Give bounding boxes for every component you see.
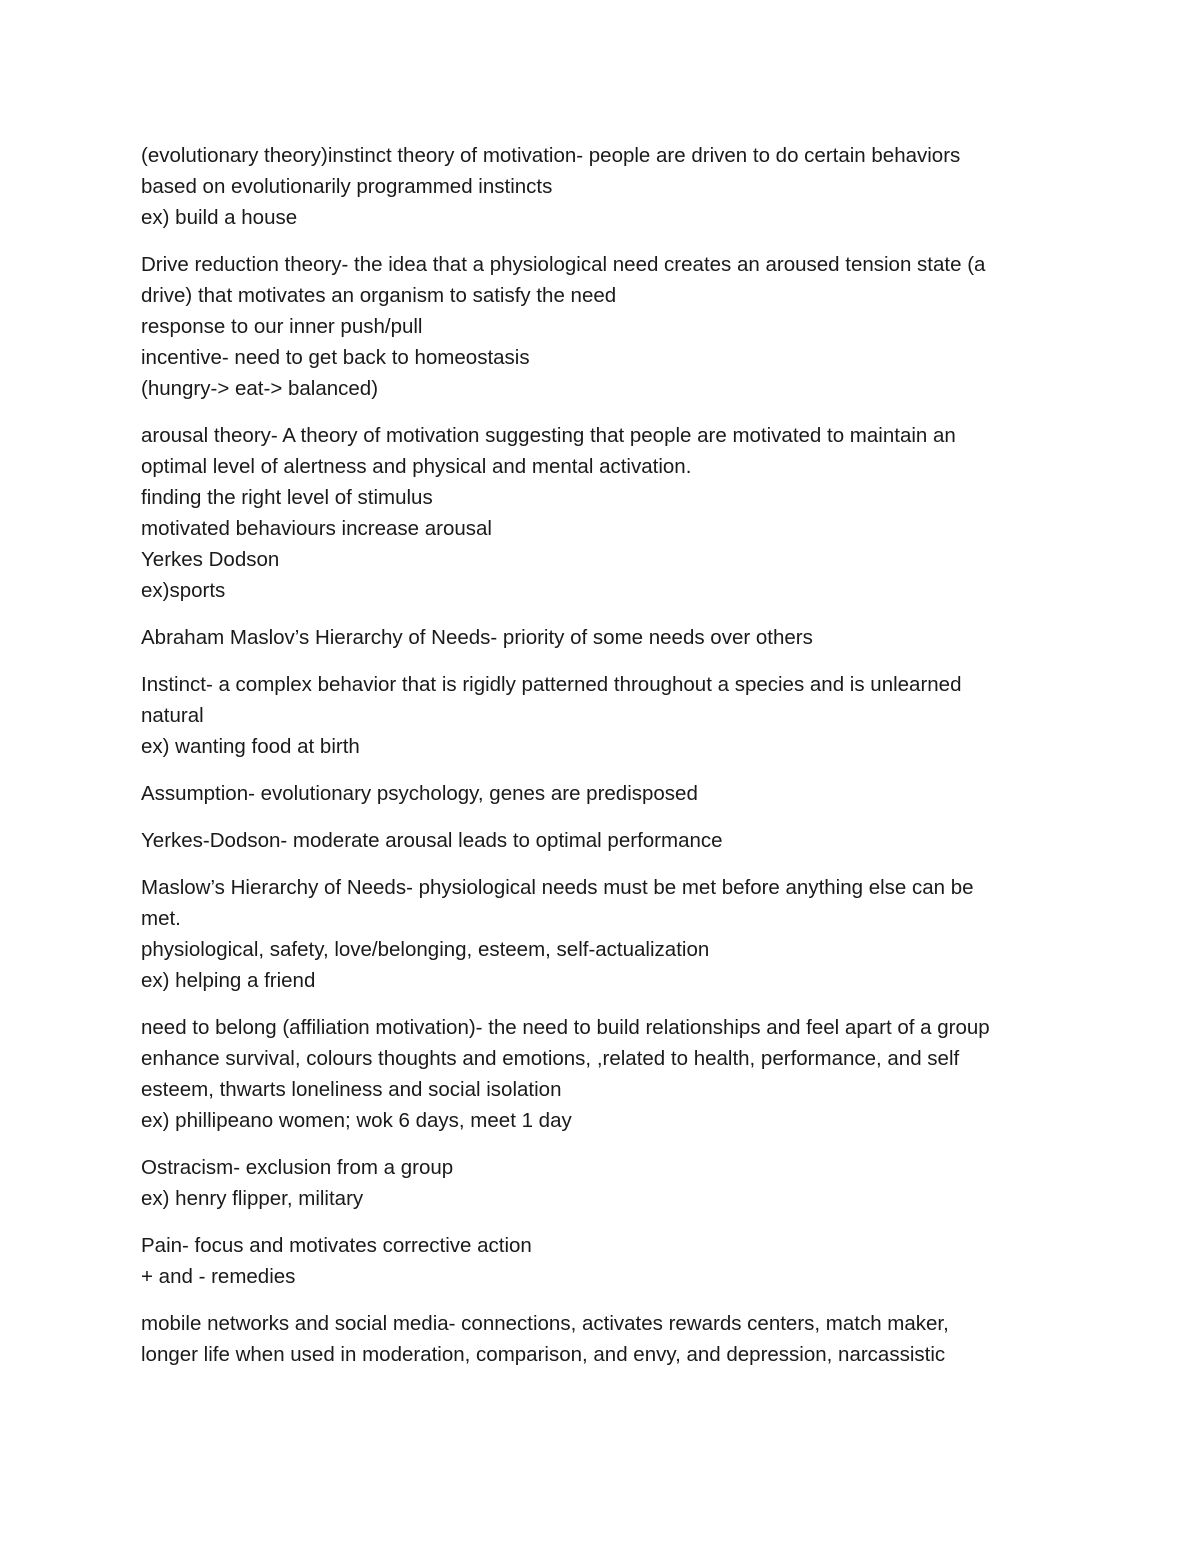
text-line: need to belong (affiliation motivation)- the need to build relationships and feel apart of a group xyxy=(141,1016,990,1039)
text-line: met. xyxy=(141,907,181,930)
text-line: incentive- need to get back to homeostasis xyxy=(141,346,530,369)
text-line: physiological, safety, love/belonging, esteem, self-actualization xyxy=(141,938,710,961)
paragraph-pain xyxy=(141,1230,1071,1292)
paragraph-ostracism xyxy=(141,1152,1071,1214)
text-line: arousal theory- A theory of motivation suggesting that people are motivated to maintain an xyxy=(141,424,956,447)
text-line: enhance survival, colours thoughts and emotions, ,related to health, performance, and self xyxy=(141,1047,960,1070)
paragraph-yerkes-dodson xyxy=(141,825,1071,856)
text-line: ex) build a house xyxy=(141,206,298,229)
text-line: Pain- focus and motivates corrective action xyxy=(141,1234,532,1257)
paragraph-need-to-belong xyxy=(141,1012,1071,1136)
document-body xyxy=(141,140,1071,1386)
text-line: mobile networks and social media- connections, activates rewards centers, match maker, xyxy=(141,1312,949,1335)
text-line: optimal level of alertness and physical and mental activation. xyxy=(141,455,692,478)
text-line: Maslow’s Hierarchy of Needs- physiological needs must be met before anything else can be xyxy=(141,876,974,899)
text-line: ex) henry flipper, military xyxy=(141,1187,364,1210)
text-line: ex) helping a friend xyxy=(141,969,316,992)
text-line: Instinct- a complex behavior that is rigidly patterned throughout a species and is unlearned xyxy=(141,673,962,696)
paragraph-assumption xyxy=(141,778,1071,809)
text-line: Abraham Maslov’s Hierarchy of Needs- priority of some needs over others xyxy=(141,626,813,649)
paragraph-maslow-needs xyxy=(141,872,1071,996)
text-line: (hungry-> eat-> balanced) xyxy=(141,377,379,400)
text-line: finding the right level of stimulus xyxy=(141,486,433,509)
text-line: based on evolutionarily programmed instincts xyxy=(141,175,553,198)
text-line: + and - remedies xyxy=(141,1265,296,1288)
paragraph-drive-reduction xyxy=(141,249,1071,404)
paragraph-instinct xyxy=(141,669,1071,762)
paragraph-instinct-theory xyxy=(141,140,1071,233)
text-line: motivated behaviours increase arousal xyxy=(141,517,492,540)
paragraph-arousal-theory xyxy=(141,420,1071,606)
text-line: longer life when used in moderation, comparison, and envy, and depression, narcassistic xyxy=(141,1343,946,1366)
text-line: Ostracism- exclusion from a group xyxy=(141,1156,454,1179)
text-line: Drive reduction theory- the idea that a physiological need creates an aroused tension state (a xyxy=(141,253,986,276)
text-line: response to our inner push/pull xyxy=(141,315,423,338)
text-line: Yerkes Dodson xyxy=(141,548,280,571)
text-line: ex) wanting food at birth xyxy=(141,735,360,758)
paragraph-social-media xyxy=(141,1308,1071,1370)
text-line: Yerkes-Dodson- moderate arousal leads to optimal performance xyxy=(141,829,723,852)
text-line: natural xyxy=(141,704,204,727)
text-line: Assumption- evolutionary psychology, genes are predisposed xyxy=(141,782,698,805)
text-line: ex)sports xyxy=(141,579,226,602)
text-line: ex) phillipeano women; wok 6 days, meet 1 day xyxy=(141,1109,572,1132)
text-line: esteem, thwarts loneliness and social isolation xyxy=(141,1078,562,1101)
text-line: drive) that motivates an organism to satisfy the need xyxy=(141,284,617,307)
paragraph-maslov-hierarchy xyxy=(141,622,1071,653)
text-line: (evolutionary theory)instinct theory of motivation- people are driven to do certain behaviors xyxy=(141,144,961,167)
